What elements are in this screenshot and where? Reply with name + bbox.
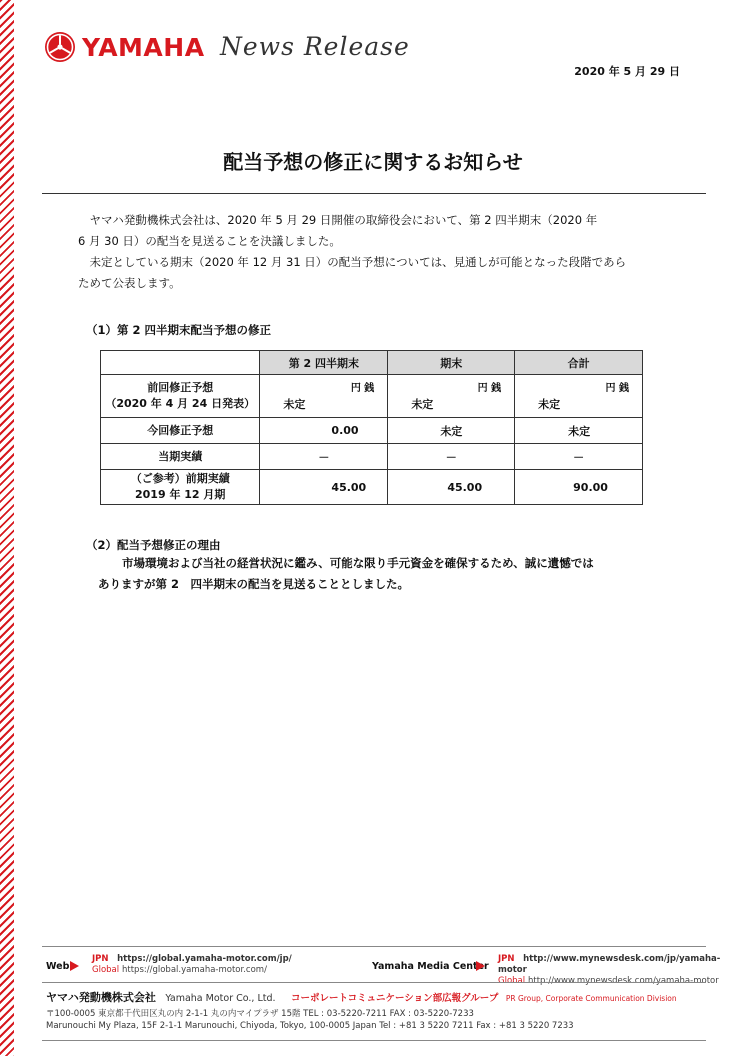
section2-text: [96, 553, 676, 595]
media-center-label: Yamaha Media Center: [372, 961, 489, 972]
footer-middle-rule: [42, 982, 706, 983]
media-arrow-icon: [476, 961, 485, 971]
table-corner-cell: [101, 351, 260, 375]
table-cell: 円 銭 未定: [515, 375, 643, 418]
table-cell: 45.00: [388, 470, 515, 505]
yamaha-logo: [44, 28, 205, 66]
section1-heading: （1）第 2 四半期末配当予想の修正: [86, 323, 272, 337]
intro-p1-line1: ヤマハ発動機株式会社は、2020 年 5 月 29 日開催の取締役会において、第 2 四半期末（2020 年: [89, 213, 598, 227]
table-cell: －: [388, 444, 515, 470]
row-label: （ご参考）前期実績 2019 年 12 月期: [101, 470, 260, 505]
table-row: [101, 418, 643, 444]
release-date: 2020 年 5 月 29 日: [574, 65, 680, 78]
company-address: [46, 1008, 712, 1032]
table-cell: 円 銭 未定: [388, 375, 515, 418]
section2-line2: ありますが第 2 四半期末の配当を見送ることとしました。: [98, 577, 410, 591]
table-cell: －: [260, 444, 388, 470]
table-row: [101, 375, 643, 418]
address-jp: 〒100-0005 東京都千代田区丸の内 2-1-1 丸の内マイプラザ 15階 TEL : 03-5220-7211 FAX : 03-5220-7233: [46, 1009, 474, 1019]
row-label: 前回修正予想 （2020 年 4 月 24 日発表）: [101, 375, 260, 418]
table-row: [101, 444, 643, 470]
table-cell: 45.00: [260, 470, 388, 505]
table-cell: 未定: [388, 418, 515, 444]
column-header: 合計: [515, 351, 643, 375]
section2-line1: 市場環境および当社の経営状況に鑑み、可能な限り手元資金を確保するため、誠に遺憾では: [122, 556, 594, 570]
intro-p2-line2: ためて公表します。: [78, 276, 181, 290]
title-divider: [42, 193, 706, 194]
table-row: [101, 470, 643, 505]
tuning-fork-emblem-icon: [44, 31, 76, 63]
web-arrow-icon: [70, 961, 79, 971]
media-jpn-link[interactable]: http://www.mynewsdesk.com/jp/yamaha-motor: [498, 954, 721, 975]
logo-wordmark: YAMAHA: [82, 32, 205, 62]
web-label: Web: [46, 961, 70, 972]
footer-bottom-rule: [42, 1040, 706, 1041]
table-cell: 円 銭 未定: [260, 375, 388, 418]
department-en: PR Group, Corporate Communication Division: [505, 994, 677, 1003]
table-cell: 未定: [515, 418, 643, 444]
row-label: 当期実績: [101, 444, 260, 470]
web-urls: JPN https://global.yamaha-motor.com/jp/ Global https://global.yamaha-motor.com/: [92, 954, 292, 975]
intro-text: [78, 210, 678, 294]
web-jpn-link[interactable]: https://global.yamaha-motor.com/jp/: [117, 954, 292, 964]
company-name-en: Yamaha Motor Co., Ltd.: [165, 993, 276, 1004]
intro-p1-line2: 6 月 30 日）の配当を見送ることを決議しました。: [78, 234, 341, 248]
news-release-heading: News Release: [220, 32, 410, 61]
address-en: Marunouchi My Plaza, 15F 2-1-1 Marunouchi, Chiyoda, Tokyo, 100-0005 Japan Tel : +81 3 5220 7211 Fax : +81 3 5220 7233: [46, 1021, 574, 1031]
table-cell: 90.00: [515, 470, 643, 505]
company-info: [46, 989, 712, 1005]
row-label: 今回修正予想: [101, 418, 260, 444]
media-global-link[interactable]: http://www.mynewsdesk.com/yamaha-motor: [528, 976, 719, 986]
table-header-row: [101, 351, 643, 375]
column-header: 期末: [388, 351, 515, 375]
table-cell: －: [515, 444, 643, 470]
column-header: 第 2 四半期末: [260, 351, 388, 375]
web-global-link[interactable]: https://global.yamaha-motor.com/: [122, 965, 267, 975]
section2-heading: （2）配当予想修正の理由: [86, 538, 221, 552]
footer-top-rule: [42, 946, 706, 947]
department-jp: コーポレートコミュニケーション部広報グループ: [291, 993, 499, 1004]
media-urls: JPN http://www.mynewsdesk.com/jp/yamaha-motor Global http://www.mynewsdesk.com/yamaha-motor: [498, 954, 721, 986]
page-title: 配当予想の修正に関するお知らせ: [223, 150, 523, 174]
table-cell: 0.00: [260, 418, 388, 444]
dividend-forecast-table: [100, 350, 643, 505]
intro-p2-line1: 未定としている期末（2020 年 12 月 31 日）の配当予想については、見通しが可能となった段階であら: [89, 255, 627, 269]
footer-links: [46, 951, 721, 986]
company-name-jp: ヤマハ発動機株式会社: [46, 991, 156, 1004]
